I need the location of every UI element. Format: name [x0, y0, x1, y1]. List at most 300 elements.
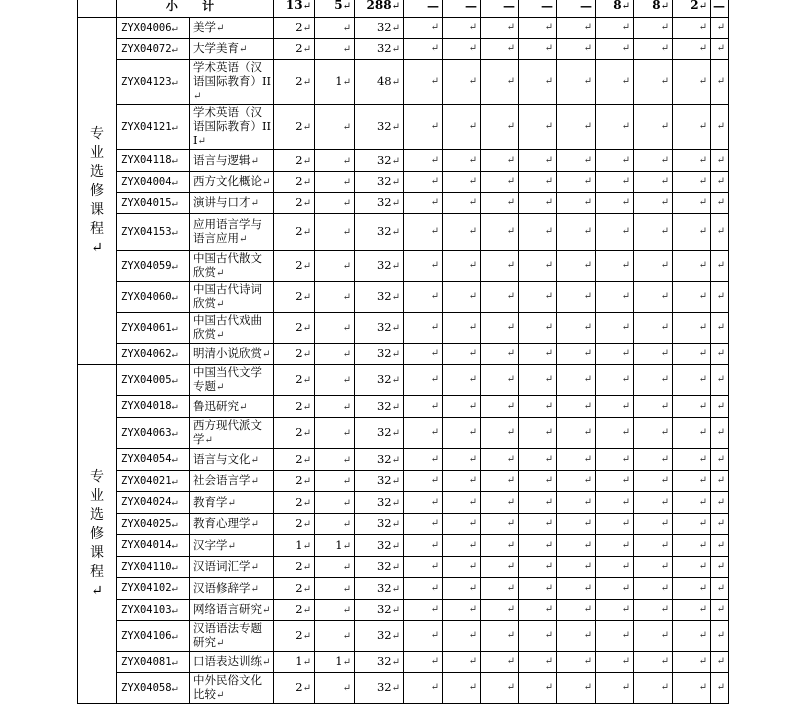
subtotal-cell: — — [711, 0, 729, 18]
course-code: ZYX04054↵ — [117, 449, 190, 471]
paragraph-mark: ↵ — [544, 496, 553, 508]
course-credits: 2↵ — [274, 172, 315, 193]
paragraph-mark: ↵ — [302, 476, 311, 487]
paragraph-mark: ↵ — [544, 682, 553, 693]
paragraph-mark: ↵ — [468, 561, 477, 572]
paragraph-mark: ↵ — [430, 22, 439, 33]
paragraph-mark: ↵ — [583, 682, 592, 693]
course-row — [78, 365, 729, 396]
paragraph-mark: ↵ — [698, 427, 707, 438]
course-credits: 2↵ — [274, 365, 315, 396]
empty-cell — [711, 492, 729, 514]
paragraph-mark: ↵ — [583, 76, 592, 87]
paragraph-mark: ↵ — [698, 348, 707, 359]
empty-cell — [557, 600, 596, 621]
paragraph-mark: ↵ — [391, 497, 400, 509]
empty-cell — [711, 535, 729, 557]
empty-cell — [596, 18, 634, 39]
empty-cell — [481, 535, 519, 557]
empty-cell — [481, 344, 519, 365]
paragraph-mark: ↵ — [430, 475, 439, 486]
course-hours: 32↵ — [355, 557, 404, 578]
paragraph-mark: ↵ — [583, 322, 592, 333]
paragraph-mark: ↵ — [468, 348, 477, 359]
paragraph-mark: ↵ — [391, 454, 400, 466]
empty-cell — [596, 282, 634, 313]
paragraph-mark: ↵ — [698, 475, 707, 486]
empty-cell — [673, 39, 711, 60]
paragraph-mark: ↵ — [621, 291, 630, 302]
paragraph-mark: ↵ — [716, 427, 725, 438]
course-plan-table — [77, 0, 729, 704]
paragraph-mark: ↵ — [583, 348, 592, 359]
course-table-body — [78, 0, 729, 704]
empty-cell — [443, 150, 481, 172]
empty-cell — [557, 396, 596, 418]
empty-cell — [711, 214, 729, 251]
paragraph-mark: ↵ — [171, 518, 178, 530]
course-name: 中国古代散文欣赏↵ — [190, 251, 274, 282]
course-credits: 2↵ — [274, 557, 315, 578]
paragraph-mark: ↵ — [468, 76, 477, 87]
paragraph-mark: ↵ — [302, 428, 311, 439]
paragraph-mark: ↵ — [583, 561, 592, 572]
course-row — [78, 652, 729, 673]
paragraph-mark: ↵ — [621, 154, 630, 166]
paragraph-mark: ↵ — [391, 292, 400, 303]
empty-cell — [673, 449, 711, 471]
paragraph-mark: ↵ — [302, 23, 311, 34]
paragraph-mark: ↵ — [583, 43, 592, 54]
course-practice: 1↵ — [315, 60, 355, 105]
paragraph-mark: ↵ — [342, 1, 351, 12]
course-practice — [315, 214, 355, 251]
paragraph-mark: ↵ — [698, 121, 707, 132]
empty-cell — [443, 282, 481, 313]
subtotal-cell: 288↵ — [355, 0, 404, 18]
paragraph-mark: ↵ — [391, 1, 400, 12]
paragraph-mark: ↵ — [430, 427, 439, 438]
empty-cell — [443, 18, 481, 39]
empty-cell — [711, 344, 729, 365]
paragraph-mark: ↵ — [430, 322, 439, 333]
empty-cell — [634, 172, 673, 193]
empty-cell — [711, 557, 729, 578]
empty-cell — [596, 578, 634, 600]
course-practice — [315, 418, 355, 449]
paragraph-mark: ↵ — [171, 427, 178, 439]
paragraph-mark: ↵ — [171, 656, 178, 668]
course-name: 鲁迅研究↵ — [190, 396, 274, 418]
course-hours: 48↵ — [355, 60, 404, 105]
paragraph-mark: ↵ — [716, 656, 725, 667]
paragraph-mark: ↵ — [302, 349, 311, 360]
course-name: 西方文化概论↵ — [190, 172, 274, 193]
course-hours: 32↵ — [355, 600, 404, 621]
course-row — [78, 39, 729, 60]
empty-cell — [404, 365, 443, 396]
paragraph-mark: ↵ — [506, 260, 515, 271]
empty-cell — [481, 150, 519, 172]
empty-cell — [404, 172, 443, 193]
course-practice — [315, 172, 355, 193]
empty-cell — [673, 214, 711, 251]
empty-cell — [711, 39, 729, 60]
course-practice — [315, 39, 355, 60]
empty-cell — [481, 18, 519, 39]
paragraph-mark: ↵ — [239, 401, 248, 413]
empty-cell — [443, 578, 481, 600]
paragraph-mark: ↵ — [430, 453, 439, 465]
paragraph-mark: ↵ — [506, 348, 515, 359]
paragraph-mark: ↵ — [171, 348, 178, 360]
course-row — [78, 578, 729, 600]
paragraph-mark: ↵ — [342, 323, 351, 334]
empty-cell — [711, 600, 729, 621]
course-code: ZYX04059↵ — [117, 251, 190, 282]
paragraph-mark: ↵ — [544, 197, 553, 208]
paragraph-mark: ↵ — [506, 291, 515, 302]
paragraph-mark: ↵ — [716, 260, 725, 271]
course-code: ZYX04024↵ — [117, 492, 190, 514]
course-table-page — [77, 0, 729, 704]
empty-cell — [404, 105, 443, 150]
empty-cell — [557, 514, 596, 535]
paragraph-mark: ↵ — [583, 582, 592, 594]
paragraph-mark: ↵ — [430, 604, 439, 615]
course-code: ZYX04015↵ — [117, 193, 190, 214]
course-credits: 2↵ — [274, 193, 315, 214]
empty-cell — [404, 492, 443, 514]
paragraph-mark: ↵ — [716, 226, 725, 237]
paragraph-mark: ↵ — [391, 540, 400, 552]
paragraph-mark: ↵ — [716, 682, 725, 693]
empty-cell — [404, 652, 443, 673]
empty-cell — [481, 365, 519, 396]
empty-cell — [673, 471, 711, 492]
empty-cell — [519, 396, 557, 418]
paragraph-mark: ↵ — [506, 604, 515, 615]
empty-cell — [481, 60, 519, 105]
empty-cell — [711, 313, 729, 344]
paragraph-mark: ↵ — [621, 453, 630, 465]
course-hours: 32↵ — [355, 673, 404, 704]
paragraph-mark: ↵ — [468, 475, 477, 486]
paragraph-mark: ↵ — [583, 496, 592, 508]
paragraph-mark: ↵ — [342, 198, 351, 209]
paragraph-mark: ↵ — [342, 454, 351, 466]
course-name: 语言与逻辑↵ — [190, 150, 274, 172]
empty-cell — [557, 621, 596, 652]
empty-cell — [673, 150, 711, 172]
paragraph-mark: ↵ — [698, 154, 707, 166]
course-row — [78, 105, 729, 150]
empty-cell — [634, 39, 673, 60]
paragraph-mark: ↵ — [204, 435, 213, 446]
course-practice — [315, 673, 355, 704]
paragraph-mark: ↵ — [171, 497, 178, 508]
course-practice — [315, 193, 355, 214]
paragraph-mark: ↵ — [302, 261, 311, 272]
paragraph-mark: ↵ — [342, 292, 351, 303]
course-code: ZYX04014↵ — [117, 535, 190, 557]
empty-cell — [711, 514, 729, 535]
paragraph-mark: ↵ — [262, 177, 271, 188]
paragraph-mark: ↵ — [583, 197, 592, 208]
paragraph-mark: ↵ — [698, 43, 707, 54]
course-row — [78, 621, 729, 652]
paragraph-mark: ↵ — [171, 260, 178, 272]
paragraph-mark: ↵ — [716, 22, 725, 33]
paragraph-mark: ↵ — [621, 226, 630, 237]
empty-cell — [481, 313, 519, 344]
paragraph-mark: ↵ — [171, 121, 178, 133]
paragraph-mark: ↵ — [583, 176, 592, 187]
paragraph-mark: ↵ — [216, 638, 225, 649]
empty-cell — [519, 313, 557, 344]
course-practice — [315, 492, 355, 514]
paragraph-mark: ↵ — [430, 348, 439, 359]
paragraph-mark: ↵ — [391, 77, 400, 88]
empty-cell — [557, 282, 596, 313]
paragraph-mark: ↵ — [716, 475, 725, 486]
paragraph-mark: ↵ — [391, 323, 400, 334]
course-row — [78, 449, 729, 471]
empty-cell — [404, 600, 443, 621]
empty-cell — [673, 673, 711, 704]
paragraph-mark: ↵ — [342, 177, 351, 188]
empty-cell — [596, 60, 634, 105]
paragraph-mark: ↵ — [544, 400, 553, 412]
paragraph-mark: ↵ — [716, 582, 725, 594]
empty-cell — [634, 418, 673, 449]
course-row — [78, 471, 729, 492]
paragraph-mark: ↵ — [660, 656, 669, 667]
empty-cell — [557, 60, 596, 105]
subtotal-cell: 5↵ — [315, 0, 355, 18]
paragraph-mark: ↵ — [468, 226, 477, 237]
empty-cell — [557, 39, 596, 60]
paragraph-mark: ↵ — [216, 382, 225, 393]
course-code: ZYX04072↵ — [117, 39, 190, 60]
empty-cell — [557, 105, 596, 150]
course-row — [78, 18, 729, 39]
empty-cell — [443, 313, 481, 344]
empty-cell — [634, 471, 673, 492]
course-credits: 2↵ — [274, 600, 315, 621]
course-practice — [315, 514, 355, 535]
empty-cell — [557, 449, 596, 471]
empty-cell — [404, 418, 443, 449]
paragraph-mark: ↵ — [430, 176, 439, 187]
paragraph-mark: ↵ — [239, 234, 248, 245]
empty-cell — [673, 344, 711, 365]
course-hours: 32↵ — [355, 492, 404, 514]
course-row — [78, 251, 729, 282]
empty-cell — [519, 621, 557, 652]
paragraph-mark: ↵ — [342, 261, 351, 272]
paragraph-mark: ↵ — [621, 400, 630, 412]
paragraph-mark: ↵ — [698, 76, 707, 87]
paragraph-mark: ↵ — [250, 583, 259, 595]
paragraph-mark: ↵ — [391, 23, 400, 34]
paragraph-mark: ↵ — [583, 656, 592, 667]
empty-cell — [634, 214, 673, 251]
course-row — [78, 193, 729, 214]
course-name: 社会语言学↵ — [190, 471, 274, 492]
empty-cell — [404, 514, 443, 535]
paragraph-mark: ↵ — [391, 44, 400, 55]
empty-cell — [557, 150, 596, 172]
subtotal-cell: 8↵ — [596, 0, 634, 18]
paragraph-mark: ↵ — [430, 43, 439, 54]
empty-cell — [519, 172, 557, 193]
empty-cell — [673, 578, 711, 600]
course-credits: 2↵ — [274, 621, 315, 652]
empty-cell — [481, 578, 519, 600]
empty-cell — [596, 105, 634, 150]
empty-cell — [481, 193, 519, 214]
paragraph-mark: ↵ — [171, 630, 178, 642]
paragraph-mark: ↵ — [468, 400, 477, 412]
paragraph-mark: ↵ — [468, 539, 477, 551]
paragraph-mark: ↵ — [250, 562, 259, 573]
paragraph-mark: ↵ — [506, 496, 515, 508]
paragraph-mark: ↵ — [698, 604, 707, 615]
course-credits: 2↵ — [274, 492, 315, 514]
paragraph-mark: ↵ — [660, 1, 669, 12]
empty-cell — [404, 39, 443, 60]
paragraph-mark: ↵ — [698, 539, 707, 551]
paragraph-mark: ↵ — [171, 291, 178, 303]
paragraph-mark: ↵ — [302, 540, 311, 552]
paragraph-mark: ↵ — [583, 475, 592, 486]
empty-cell — [519, 418, 557, 449]
paragraph-mark: ↵ — [621, 197, 630, 208]
paragraph-mark: ↵ — [506, 427, 515, 438]
paragraph-mark: ↵ — [544, 604, 553, 615]
paragraph-mark: ↵ — [171, 583, 178, 594]
paragraph-mark: ↵ — [342, 683, 351, 694]
course-name: 西方现代派文学↵ — [190, 418, 274, 449]
paragraph-mark: ↵ — [621, 1, 630, 12]
paragraph-mark: ↵ — [698, 518, 707, 529]
empty-cell — [634, 18, 673, 39]
paragraph-mark: ↵ — [621, 260, 630, 271]
paragraph-mark: ↵ — [583, 427, 592, 438]
paragraph-mark: ↵ — [660, 197, 669, 208]
empty-cell — [596, 621, 634, 652]
course-hours: 32↵ — [355, 251, 404, 282]
empty-cell — [711, 621, 729, 652]
paragraph-mark: ↵ — [171, 604, 178, 616]
empty-cell — [557, 418, 596, 449]
paragraph-mark: ↵ — [660, 630, 669, 641]
paragraph-mark: ↵ — [342, 349, 351, 360]
course-name: 网络语言研究↵ — [190, 600, 274, 621]
course-practice — [315, 105, 355, 150]
course-name: 中国古代戏曲欣赏↵ — [190, 313, 274, 344]
paragraph-mark: ↵ — [583, 154, 592, 166]
paragraph-mark: ↵ — [506, 76, 515, 87]
empty-cell — [634, 673, 673, 704]
paragraph-mark: ↵ — [621, 22, 630, 33]
empty-cell — [519, 39, 557, 60]
paragraph-mark: ↵ — [621, 561, 630, 572]
subtotal-row — [78, 0, 729, 18]
paragraph-mark: ↵ — [391, 177, 400, 188]
paragraph-mark: ↵ — [227, 497, 236, 509]
paragraph-mark: ↵ — [391, 375, 400, 386]
paragraph-mark: ↵ — [171, 475, 178, 487]
course-name: 中国当代文学专题↵ — [190, 365, 274, 396]
empty-cell — [519, 282, 557, 313]
paragraph-mark: ↵ — [250, 519, 259, 530]
course-credits: 1↵ — [274, 652, 315, 673]
empty-cell — [519, 535, 557, 557]
paragraph-mark: ↵ — [716, 453, 725, 465]
paragraph-mark: ↵ — [171, 155, 178, 166]
empty-cell — [557, 535, 596, 557]
course-name: 语言与文化↵ — [190, 449, 274, 471]
empty-cell — [481, 492, 519, 514]
empty-cell — [519, 60, 557, 105]
paragraph-mark: ↵ — [468, 682, 477, 693]
paragraph-mark: ↵ — [698, 291, 707, 302]
paragraph-mark: ↵ — [621, 682, 630, 693]
empty-cell — [404, 60, 443, 105]
course-practice — [315, 18, 355, 39]
paragraph-mark: ↵ — [468, 604, 477, 615]
empty-cell — [673, 652, 711, 673]
empty-cell — [519, 449, 557, 471]
paragraph-mark: ↵ — [302, 323, 311, 334]
empty-cell — [443, 193, 481, 214]
empty-cell — [673, 396, 711, 418]
paragraph-mark: ↵ — [716, 43, 725, 54]
empty-cell — [557, 193, 596, 214]
paragraph-mark: ↵ — [468, 154, 477, 166]
paragraph-mark: ↵ — [544, 475, 553, 486]
paragraph-mark: ↵ — [698, 260, 707, 271]
course-hours: 32↵ — [355, 150, 404, 172]
paragraph-mark: ↵ — [716, 630, 725, 641]
paragraph-mark: ↵ — [583, 539, 592, 551]
paragraph-mark: ↵ — [302, 401, 311, 413]
empty-cell — [481, 514, 519, 535]
empty-cell — [673, 18, 711, 39]
empty-cell — [404, 344, 443, 365]
paragraph-mark: ↵ — [660, 518, 669, 529]
paragraph-mark: ↵ — [342, 44, 351, 55]
empty-cell — [634, 150, 673, 172]
paragraph-mark: ↵ — [506, 154, 515, 166]
paragraph-mark: ↵ — [250, 198, 259, 209]
course-credits: 2↵ — [274, 282, 315, 313]
paragraph-mark: ↵ — [250, 155, 259, 167]
course-practice: 1↵ — [315, 652, 355, 673]
paragraph-mark: ↵ — [660, 226, 669, 237]
paragraph-mark: ↵ — [468, 197, 477, 208]
empty-cell — [596, 652, 634, 673]
paragraph-mark: ↵ — [216, 268, 225, 279]
course-code: ZYX04006↵ — [117, 18, 190, 39]
paragraph-mark: ↵ — [660, 348, 669, 359]
course-code: ZYX04118↵ — [117, 150, 190, 172]
paragraph-mark: ↵ — [391, 583, 400, 595]
paragraph-mark: ↵ — [544, 76, 553, 87]
paragraph-mark: ↵ — [302, 44, 311, 55]
